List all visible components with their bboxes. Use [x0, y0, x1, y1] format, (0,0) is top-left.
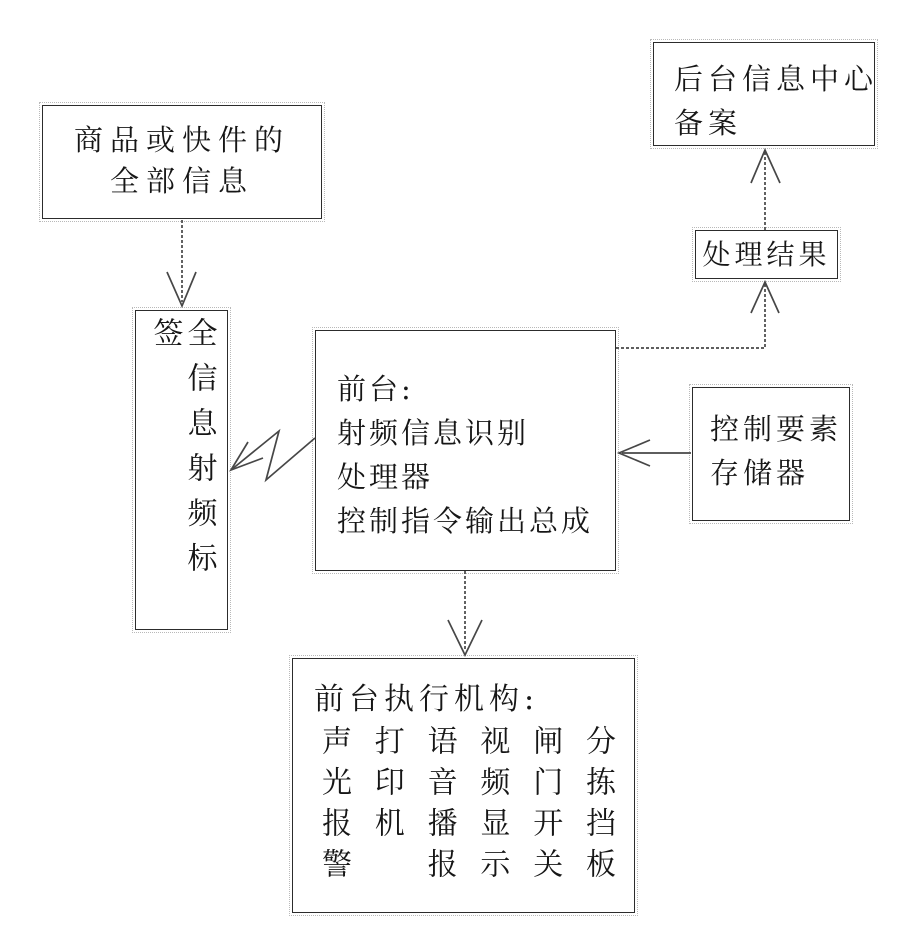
- arrowhead-result-to-backend: [751, 150, 780, 183]
- control-store-line-1: 控制要素: [710, 412, 843, 446]
- arrowhead-store-to-processor: [619, 440, 650, 466]
- product-info-line-1: 商品或快件的: [73, 123, 290, 157]
- box-backend-center: [653, 42, 879, 146]
- arrow-processor-to-result: [616, 284, 765, 348]
- front-processor-line-1: 前台:: [337, 372, 414, 406]
- rfid-tag-label: 全信息射频标签: [147, 317, 217, 587]
- front-processor-line-2: 射频信息识别: [337, 416, 530, 450]
- backend-center-line-1: 后台信息中心: [674, 62, 879, 96]
- backend-center-line-2: 备案: [674, 106, 743, 140]
- box-control-store: [692, 387, 850, 521]
- executor-video-display: 视频显示: [474, 725, 510, 889]
- arrowhead-processor-to-executors: [448, 620, 482, 655]
- executor-printer: 打印机: [368, 725, 404, 848]
- executor-voice-broadcast: 语音播报: [421, 725, 457, 889]
- executor-sorting-baffle: 分拣挡板: [579, 725, 615, 889]
- executor-sound-light-alarm: 声光报警: [316, 725, 351, 889]
- zigzag-wireless-link: [231, 431, 315, 480]
- executors-grid: [317, 725, 613, 903]
- box-processing-result: [695, 230, 838, 279]
- control-store-line-2: 存储器: [710, 456, 810, 490]
- arrowhead-product-to-tag: [167, 272, 196, 306]
- box-executors: [292, 658, 635, 913]
- arrowhead-processor-to-result: [751, 282, 779, 313]
- front-processor-line-3: 处理器: [337, 460, 434, 494]
- product-info-line-2: 全部信息: [109, 164, 254, 198]
- executor-gate-switch: 闸门开关: [527, 725, 563, 889]
- box-front-processor: [315, 330, 616, 571]
- processing-result-label: 处理结果: [702, 238, 831, 271]
- front-processor-line-4: 控制指令输出总成: [337, 504, 594, 538]
- box-rfid-tag: [135, 310, 228, 630]
- box-product-info: [42, 105, 322, 219]
- executors-title: 前台执行机构:: [314, 682, 540, 717]
- arrowhead-wireless-link: [231, 442, 263, 470]
